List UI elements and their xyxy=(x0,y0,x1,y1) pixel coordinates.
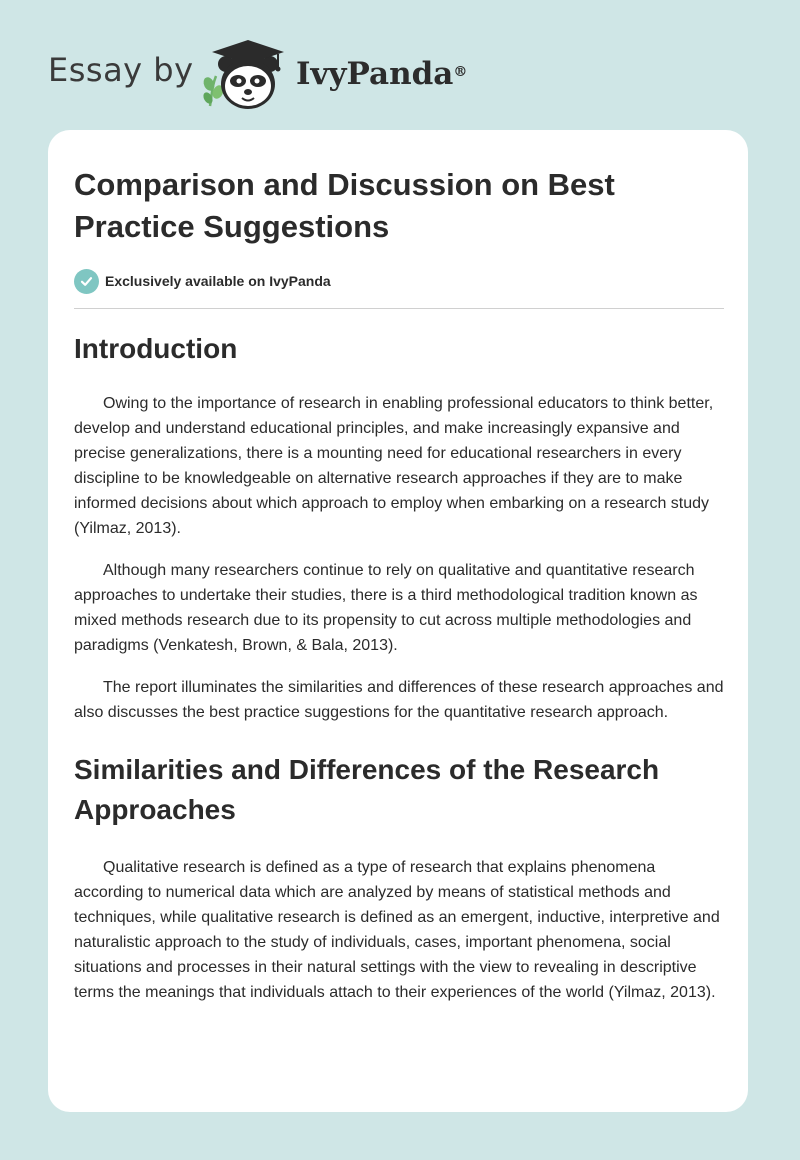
essay-card xyxy=(48,130,748,1112)
essay-title: Comparison and Discussion on Best Practice Suggestions xyxy=(74,167,615,244)
exclusive-badge-text: Exclusively available on IvyPanda xyxy=(105,273,331,289)
brand-name[interactable] xyxy=(296,54,467,94)
site-header xyxy=(0,0,800,130)
essay-by-label: Essay by xyxy=(48,51,194,89)
essay-content xyxy=(74,164,724,1005)
panda-logo-icon[interactable] xyxy=(198,36,290,112)
paragraph: The report illuminates the similarities and differences of these research approaches and also discusses the best practice suggestions for the quantitative research approach. xyxy=(74,679,724,721)
title-divider xyxy=(74,308,724,309)
brand-label: IvyPanda xyxy=(296,56,454,92)
paragraph: Qualitative research is defined as a type of research that explains phenomena according to numerical data which are analyzed by means of statistical methods and techniques, while qualitative research is defined as an emergent, inductive, interpretive and naturalistic approach to the study of individuals, cases, important phenomena, social situations and processes in their natural settings with the view to revealing in descriptive terms the meanings that individuals attach to their experiences of the world (Yilmaz, 2013). xyxy=(74,859,720,1001)
registered-mark: ® xyxy=(453,64,468,80)
section-heading-similarities: Similarities and Differences of the Research Approaches xyxy=(74,754,660,825)
check-circle-icon xyxy=(74,269,99,294)
paragraph: Owing to the importance of research in enabling professional educators to think better, develop and understand educational principles, and make increasingly expansive and precise generalizations, there is a mounting need for educational researchers in every discipline to be knowledgeable on alternative research approaches if they are to make informed decisions about which approach to employ when embarking on a research study (Yilmaz, 2013). xyxy=(74,395,714,537)
exclusive-badge xyxy=(74,268,724,294)
section-heading-introduction: Introduction xyxy=(74,333,238,364)
paragraph: Although many researchers continue to rely on qualitative and quantitative research approaches to undertake their studies, there is a third methodological tradition known as mixed methods research due to its propensity to cut across multiple methodologies and paradigms (Venkatesh, Brown, & Bala, 2013). xyxy=(74,562,698,654)
